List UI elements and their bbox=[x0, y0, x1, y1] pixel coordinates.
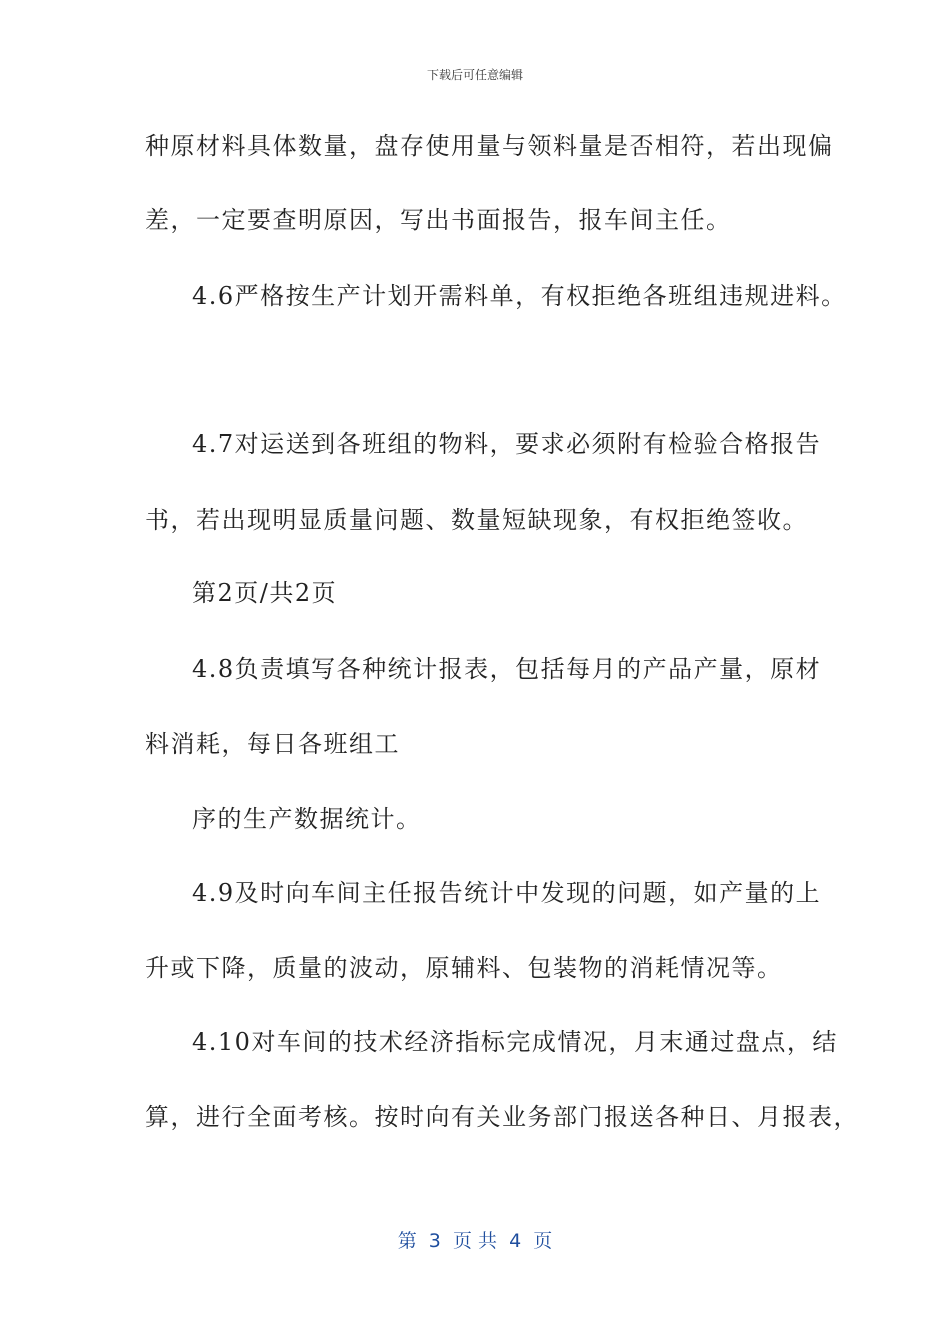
body-line: 算，进行全面考核。按时向有关业务部门报送各种日、月报表， bbox=[145, 1103, 859, 1131]
section-4-9: 4.9及时向车间主任报告统计中发现的问题，如产量的上 bbox=[192, 879, 822, 907]
inline-page-marker: 第2页/共2页 bbox=[192, 579, 338, 607]
section-4-7: 4.7对运送到各班组的物料，要求必须附有检验合格报告 bbox=[192, 430, 822, 458]
page-number-footer: 第 3 页 共 4 页 bbox=[397, 1230, 553, 1252]
body-line: 书，若出现明显质量问题、数量短缺现象，有权拒绝签收。 bbox=[145, 506, 808, 534]
section-4-8: 4.8负责填写各种统计报表，包括每月的产品产量，原材 bbox=[192, 655, 822, 683]
body-line: 差，一定要查明原因，写出书面报告，报车间主任。 bbox=[145, 206, 732, 234]
section-4-6: 4.6严格按生产计划开需料单，有权拒绝各班组违规进料。 bbox=[192, 282, 847, 310]
body-line: 料消耗，每日各班组工 bbox=[145, 730, 400, 758]
body-line: 序的生产数据统计。 bbox=[192, 805, 422, 833]
body-line: 种原材料具体数量，盘存使用量与领料量是否相符，若出现偏 bbox=[145, 132, 834, 160]
section-4-10: 4.10对车间的技术经济指标完成情况，月末通过盘点，结 bbox=[192, 1028, 838, 1056]
body-line: 升或下降，质量的波动，原辅料、包装物的消耗情况等。 bbox=[145, 954, 783, 982]
header-note: 下载后可任意编辑 bbox=[426, 68, 523, 82]
